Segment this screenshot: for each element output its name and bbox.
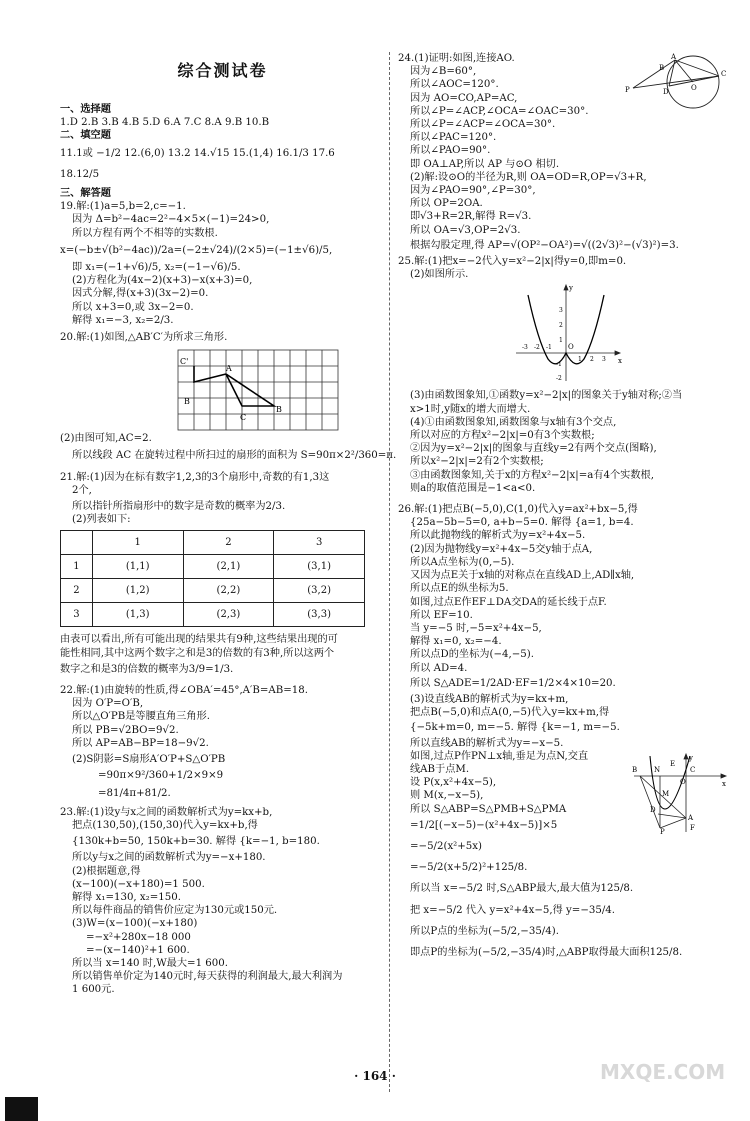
solution-line: =1/2[(−x−5)−(x²+4x−5)]×5 [410, 819, 558, 831]
solution-line: 所以 AP=AB−BP=18−9√2. [72, 737, 209, 749]
solution-line: =90π×9²/360+1/2×9×9 [98, 770, 224, 782]
grid-label-C: C [240, 413, 247, 423]
table-row [61, 579, 365, 603]
solution-line: 所以直线AB的解析式为y=−x−5. [410, 737, 564, 749]
fig24-label-O: O [691, 84, 697, 92]
solution-line: (2)根据题意,得 [72, 865, 141, 877]
solution-line: 由表可以看出,所有可能出现的结果共有9种,这些结果出现的可 [60, 634, 338, 646]
solution-line: (2)如图所示. [410, 269, 469, 281]
solution-line: 又因为点E关于x轴的对称点在直线AD上,AD∥x轴, [410, 570, 635, 582]
solution-line: =−5/2(x²+5x) [410, 840, 483, 852]
solution-line: 把 x=−5/2 代入 y=x²+4x−5,得 y=−35/4. [410, 904, 615, 916]
tick-x-neg1: -1 [546, 344, 552, 352]
table-cell: (1,2) [92, 579, 183, 603]
solution-line: (4)①由函数图象知,函数图象与x轴有3个交点, [410, 416, 617, 428]
solution-line: x>1时,y随x的增大而增大. [410, 403, 531, 415]
solution-line: (2)S阴影=S扇形A′O′P+S△O′PB [72, 754, 226, 766]
solution-line: 把点B(−5,0)和点A(0,−5)代入y=kx+m,得 [410, 707, 610, 719]
solution-line: {−5k+m=0, m=−5. 解得 {k=−1, m=−5. [410, 722, 620, 734]
table-header-cell [61, 531, 93, 555]
solution-line: 所以 AD=4. [410, 662, 468, 674]
tick-y-2: 2 [559, 322, 563, 330]
solution-line: 24.(1)证明:如图,连接AO. [398, 53, 515, 64]
column-divider [389, 52, 390, 1092]
section-heading: 二、填空题 [60, 130, 111, 142]
solution-line: 把点(130,50),(150,30)代入y=kx+b,得 [72, 819, 258, 831]
solution-line: 所以当 x=−5/2 时,S△ABP最大,最大值为125/8. [410, 883, 634, 895]
solution-line: 则 M(x,−x−5), [410, 790, 484, 802]
fig24-label-D: D [663, 88, 669, 96]
solution-line: 所以∠P=∠ACP,∠OCA=∠OAC=30°. [410, 105, 589, 117]
fig26-label-y: y [689, 753, 693, 762]
table-cell: (3,2) [274, 579, 365, 603]
table-header-row [61, 531, 365, 555]
solution-line: =−x²+280x−18 000 [86, 931, 191, 943]
fig26-label-O: O [680, 777, 686, 786]
solution-line: (2)由图可知,AC=2. [60, 433, 152, 445]
table-row [61, 555, 365, 579]
circle-tangent-figure [623, 52, 733, 114]
solution-line: 所以指针所指扇形中的数字是奇数的概率为2/3. [72, 501, 286, 513]
solution-line: 所以 x+3=0,或 3x−2=0. [72, 301, 194, 313]
section-heading: 三、解答题 [60, 188, 111, 200]
solution-line: 所以 PB=√2BO=9√2. [72, 724, 179, 736]
fig24-label-C: C [721, 70, 727, 78]
solution-line: 22.解:(1)由旋转的性质,得∠OBA′=45°,A′B=AB=18. [60, 685, 308, 697]
table-row [61, 603, 365, 627]
solution-line: 23.解:(1)设y与x之间的函数解析式为y=kx+b, [60, 806, 273, 818]
solution-line: 即√3+R=2R,解得 R=√3. [410, 211, 532, 223]
solution-line: 即 x₁=(−1+√6)/5, x₂=(−1−√6)/5. [72, 262, 241, 274]
solution-line: (2)解:设⊙O的半径为R,则 OA=OD=R,OP=√3+R, [410, 171, 647, 183]
fig26-label-P: P [660, 827, 665, 834]
solution-line: 当 y=−5 时,−5=x²+4x−5, [410, 622, 542, 634]
page-title: 综合测试卷 [177, 61, 268, 80]
table-header-cell: 2 [183, 531, 274, 555]
tick-x-1: 1 [578, 356, 582, 364]
table-cell: (2,1) [183, 555, 274, 579]
table-cell: 3 [61, 603, 93, 627]
graph-origin: O [568, 343, 574, 352]
solution-line: 所以x²−2|x|=2有2个实数根; [410, 456, 544, 468]
solution-line: (x−100)(−x+180)=1 500. [72, 878, 205, 890]
solution-line: 如图,过点E作EF⊥DA交DA的延长线于点F. [410, 596, 607, 608]
solution-line: 1 600元. [72, 984, 115, 996]
solution-line: ②因为y=x²−2|x|的图象与直线y=2有两个交点(图略), [410, 443, 657, 455]
tick-x-neg2: -2 [534, 344, 540, 352]
fig26-label-E: E [670, 759, 676, 768]
solution-line: 所以P点的坐标为(−5/2,−35/4). [410, 925, 559, 937]
solution-line: 解得 x₁=130, x₂=150. [72, 891, 181, 903]
solution-line: 所以∠P=∠ACP=∠OCA=30°. [410, 119, 556, 131]
tick-y-1: 1 [559, 337, 563, 345]
fig26-label-A: A [688, 813, 694, 822]
right-column [398, 52, 733, 959]
solution-line: 线AB于点M. [410, 763, 470, 775]
watermark: MXQE.COM [600, 1060, 726, 1084]
outcome-table [60, 530, 365, 627]
solution-line: 所以y与x之间的函数解析式为y=−x+180. [72, 852, 266, 864]
solution-line: 所以∠PAO=90°. [410, 145, 491, 157]
solution-line: =−5/2(x+5/2)²+125/8. [410, 862, 528, 874]
solution-line: 即点P的坐标为(−5/2,−35/4)时,△ABP取得最大面积125/8. [410, 946, 683, 958]
tick-x-neg3: -3 [522, 344, 528, 352]
solution-line: x=(−b±√(b²−4ac))/2a=(−2±√24)/(2×5)=(−1±√6)/5, [60, 244, 333, 256]
solution-line: 即 OA⊥AP,所以 AP 与⊙O 相切. [410, 158, 560, 170]
solution-line: 所以△O′PB是等腰直角三角形. [72, 711, 210, 723]
solution-line: 2个, [72, 484, 92, 496]
fig26-label-N: N [654, 765, 661, 774]
solution-line: 所以 EF=10. [410, 609, 473, 621]
solution-line: 所以∠AOC=120°. [410, 79, 499, 91]
grid-label-C-prime: C' [180, 357, 189, 367]
fig26-label-C: C [690, 765, 696, 774]
solution-line: 所以对应的方程x²−2|x|=0有3个实数根; [410, 430, 595, 442]
solution-line: 所以方程有两个不相等的实数根. [72, 227, 218, 239]
fig26-label-B: B [632, 765, 638, 774]
solution-line: 因为∠B=60°, [410, 66, 477, 78]
solution-line: 因为 Δ=b²−4ac=2²−4×5×(−1)=24>0, [72, 214, 270, 226]
graph-axis-x: x [618, 357, 622, 366]
solution-line: 因为 AO=CO,AP=AC, [410, 92, 518, 104]
left-column [60, 103, 397, 997]
solution-line: 20.解:(1)如图,△AB′C′为所求三角形. [60, 332, 228, 344]
answer-line: 1.D 2.B 3.B 4.B 5.D 6.A 7.C 8.A 9.B 10.B [60, 117, 270, 129]
solution-line: {130k+b=50, 150k+b=30. 解得 {k=−1, b=180. [72, 836, 320, 848]
table-cell: (3,3) [274, 603, 365, 627]
solution-line: 所以当 x=140 时,W最大=1 600. [72, 957, 228, 969]
solution-line: 所以线段 AC 在旋转过程中所扫过的扇形的面积为 S=90π×2²/360=π. [72, 450, 397, 462]
answer-line: 18.12/5 [60, 168, 100, 180]
table-header-cell: 3 [274, 531, 365, 555]
solution-line: 所以每件商品的销售价应定为130元或150元. [72, 905, 278, 917]
solution-line: 所以∠PAC=120°. [410, 132, 497, 144]
solution-line: ③由函数图象知,关于x的方程x²−2|x|=a有4个实数根, [410, 469, 654, 481]
solution-line: 因为 O′P=O′B, [72, 698, 144, 710]
solution-line: 26.解:(1)把点B(−5,0),C(1,0)代入y=ax²+bx−5,得 [398, 504, 638, 516]
solution-line: 所以点E的纵坐标为5. [410, 583, 509, 595]
tick-y-3: 3 [559, 307, 563, 315]
table-header-cell: 1 [92, 531, 183, 555]
solution-line: 数字之和是3的倍数的概率为3/9=1/3. [60, 663, 234, 675]
solution-line: 因为∠PAO=90°,∠P=30°, [410, 185, 536, 197]
solution-line: 所以A点坐标为(0,−5). [410, 556, 515, 568]
solution-line: 解得 x₁=−3, x₂=2/3. [72, 314, 174, 326]
fig26-label-F: F [690, 823, 695, 832]
solution-line: 根据勾股定理,得 AP=√(OP²−OA²)=√((2√3)²−(√3)²)=3. [410, 239, 679, 251]
table-cell: 1 [61, 555, 93, 579]
solution-line: =81/4π+81/2. [98, 787, 171, 799]
solution-line: 25.解:(1)把x=−2代入y=x²−2|x|得y=0,即m=0. [398, 256, 627, 268]
table-cell: (1,3) [92, 603, 183, 627]
tick-x-2: 2 [590, 356, 594, 364]
grid-label-B: B [184, 397, 190, 407]
solution-line: (2)列表如下: [72, 514, 131, 526]
solution-line: 因式分解,得(x+3)(3x−2)=0. [72, 288, 209, 300]
parabola-triangle-figure [630, 752, 730, 834]
solution-line: 所以 S△ABP=S△PMB+S△PMA [410, 803, 567, 815]
tick-y-neg1: -1 [556, 361, 562, 369]
table-cell: (2,2) [183, 579, 274, 603]
grid-label-A: A [226, 364, 232, 374]
tick-y-neg2: -2 [556, 375, 562, 383]
table-cell: (1,1) [92, 555, 183, 579]
section-heading: 一、选择题 [60, 104, 111, 115]
graph-axis-y: y [569, 284, 573, 293]
rotation-grid-figure [60, 344, 385, 432]
solution-line: 所以销售单价定为140元时,每天获得的利润最大,最大利润为 [72, 971, 343, 983]
solution-line: 则a的取值范围是−1<a<0. [410, 482, 536, 494]
table-cell: (3,1) [274, 555, 365, 579]
table-cell: (2,3) [183, 603, 274, 627]
solution-line: 21.解:(1)因为在标有数字1,2,3的3个扇形中,奇数的有1,3这 [60, 471, 330, 483]
solution-line: 设 P(x,x²+4x−5), [410, 777, 497, 789]
solution-line: =−(x−140)²+1 600. [86, 944, 190, 956]
fig26-label-M: M [662, 789, 670, 798]
fig24-label-B: B [659, 64, 665, 72]
solution-line: 所以 OA=√3,OP=2√3. [410, 224, 521, 236]
solution-line: (3)由函数图象知,①函数y=x²−2|x|的图象关于y轴对称;②当 [410, 390, 683, 402]
fig26-label-x: x [722, 779, 726, 788]
tick-x-3: 3 [602, 356, 606, 364]
solution-line: (2)方程化为(4x−2)(x+3)−x(x+3)=0, [72, 275, 253, 287]
solution-line: 所以点D的坐标为(−4,−5). [410, 649, 534, 661]
solution-line: 19.解:(1)a=5,b=2,c=−1. [60, 201, 186, 213]
solution-line: 能性相同,其中这两个数字之和是3的倍数的有3种,所以这两个 [60, 647, 335, 659]
solution-line: 解得 x₁=0, x₂=−4. [410, 636, 502, 648]
solution-line: 如图,过点P作PN⊥x轴,垂足为点N,交直 [410, 750, 589, 762]
solution-line: (2)因为抛物线y=x²+4x−5交y轴于点A, [410, 543, 593, 555]
solution-line: (3)W=(x−100)(−x+180) [72, 918, 198, 930]
solution-line: (3)设直线AB的解析式为y=kx+m, [410, 693, 569, 705]
corner-block [5, 1097, 38, 1121]
solution-line: 所以 OP=2OA. [410, 198, 483, 210]
solution-line: {25a−5b−5=0, a+b−5=0. 解得 {a=1, b=4. [410, 517, 634, 529]
solution-line: 所以 S△ADE=1/2AD·EF=1/2×4×10=20. [410, 677, 616, 689]
grid-label-B-prime: B [276, 405, 282, 415]
solution-line: 所以此抛物线的解析式为y=x²+4x−5. [410, 530, 586, 542]
fig24-label-A: A [671, 53, 677, 61]
fig24-label-P: P [625, 86, 630, 94]
answer-line: 11.1或 −1/2 12.(6,0) 13.2 14.√15 15.(1,4) 16.1/3 17.6 [60, 147, 335, 159]
table-cell: 2 [61, 579, 93, 603]
page-number: · 164 · [354, 1069, 396, 1083]
abs-parabola-graph [398, 281, 733, 389]
fig26-label-D: D [650, 805, 656, 814]
